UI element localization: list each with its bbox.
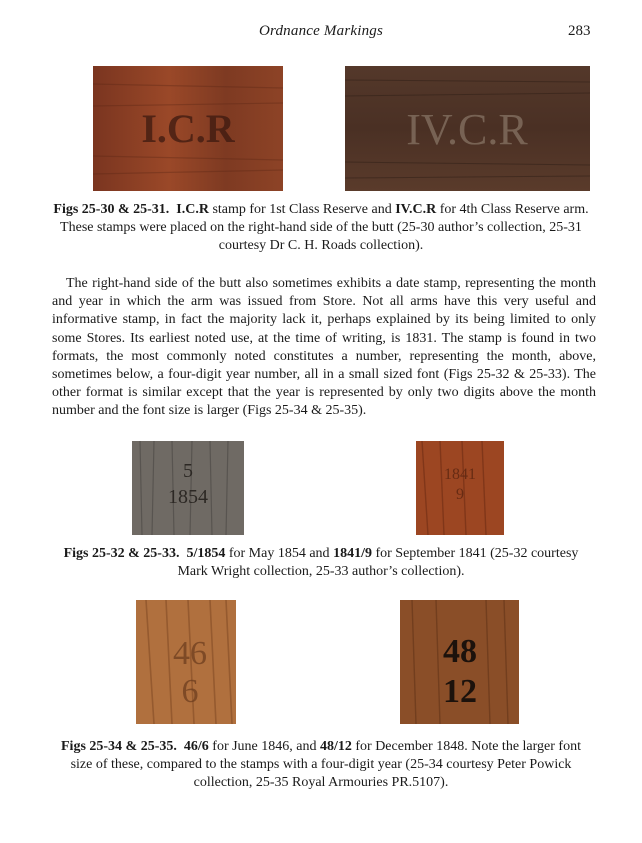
caption-bold: I.C.R bbox=[176, 202, 209, 217]
photo-1841-9-stamp bbox=[416, 441, 504, 535]
stamp-text: IV.C.R bbox=[406, 105, 528, 154]
caption-bold: 46/6 bbox=[183, 739, 209, 754]
photo-48-12-stamp bbox=[400, 600, 519, 724]
caption-figs-25-34-35 bbox=[50, 738, 592, 792]
caption-figs-25-30-31 bbox=[50, 201, 592, 255]
photo-icr-stamp bbox=[93, 66, 283, 191]
photo-ivcr-stamp bbox=[345, 66, 590, 191]
body-paragraph: The right-hand side of the butt also sometimes exhibits a date stamp, representing the month and year in which the arm was issued from Store. Not all arms have this very useful and informative stamp, in fact the majority lack it, perhaps explained by its being limited to only some Stores. Its earliest noted use, at the time of writing, is 1831. The stamp is found in two formats, the most commonly noted constitutes a number, representing the month, above, sometimes below, a four-digit year number, all in a small sized font (Figs 25-32 & 25-33). The other format is similar except that the year is represented by only two digits above the month number and the font size is larger (Figs 25-34 & 25-35). bbox=[52, 276, 596, 419]
stamp-text: 48 bbox=[443, 633, 477, 670]
caption-text: for December 1848. Note the larger font size of these, compared to the stamps with a four-digit year (25-34 courtesy Peter Powick collection, 25-35 Royal Armouries PR.5107). bbox=[70, 739, 581, 790]
caption-text: stamp for 1st Class Reserve and bbox=[208, 202, 396, 217]
caption-text: for September 1841 (25-32 courtesy Mark Wright collection, 25-33 author’s collection). bbox=[177, 546, 579, 579]
caption-bold: 1841/9 bbox=[333, 546, 372, 561]
caption-text: for June 1846, and bbox=[208, 739, 320, 754]
caption-bold: 5/1854 bbox=[186, 546, 226, 561]
stamp-text: 5 bbox=[183, 460, 193, 482]
stamp-text: 1854 bbox=[168, 486, 208, 508]
running-header-title: Ordnance Markings bbox=[258, 23, 384, 39]
caption-text: for 4th Class Reserve arm. These stamps were placed on the right-hand side of the butt (25-30 author’s collection, 25-31 courtesy Dr C. H. Roads collection). bbox=[60, 202, 589, 253]
caption-label: Figs 25-32 & 25-33. bbox=[63, 546, 180, 561]
page-number: 283 bbox=[568, 23, 591, 39]
caption-figs-25-32-33 bbox=[50, 545, 592, 581]
stamp-text: 46 bbox=[173, 635, 207, 672]
stamp-text: 9 bbox=[456, 486, 464, 503]
caption-label: Figs 25-30 & 25-31. bbox=[53, 202, 170, 217]
stamp-text: I.C.R bbox=[141, 106, 235, 151]
stamp-text: 1841 bbox=[444, 466, 476, 483]
caption-label: Figs 25-34 & 25-35. bbox=[61, 739, 177, 754]
caption-bold: 48/12 bbox=[319, 739, 352, 754]
stamp-text: 6 bbox=[181, 673, 199, 710]
caption-bold: IV.C.R bbox=[395, 202, 437, 217]
photo-46-6-stamp bbox=[136, 600, 236, 724]
caption-text: for May 1854 and bbox=[225, 546, 334, 561]
photo-5-1854-stamp bbox=[132, 441, 244, 535]
stamp-text: 12 bbox=[443, 673, 477, 710]
